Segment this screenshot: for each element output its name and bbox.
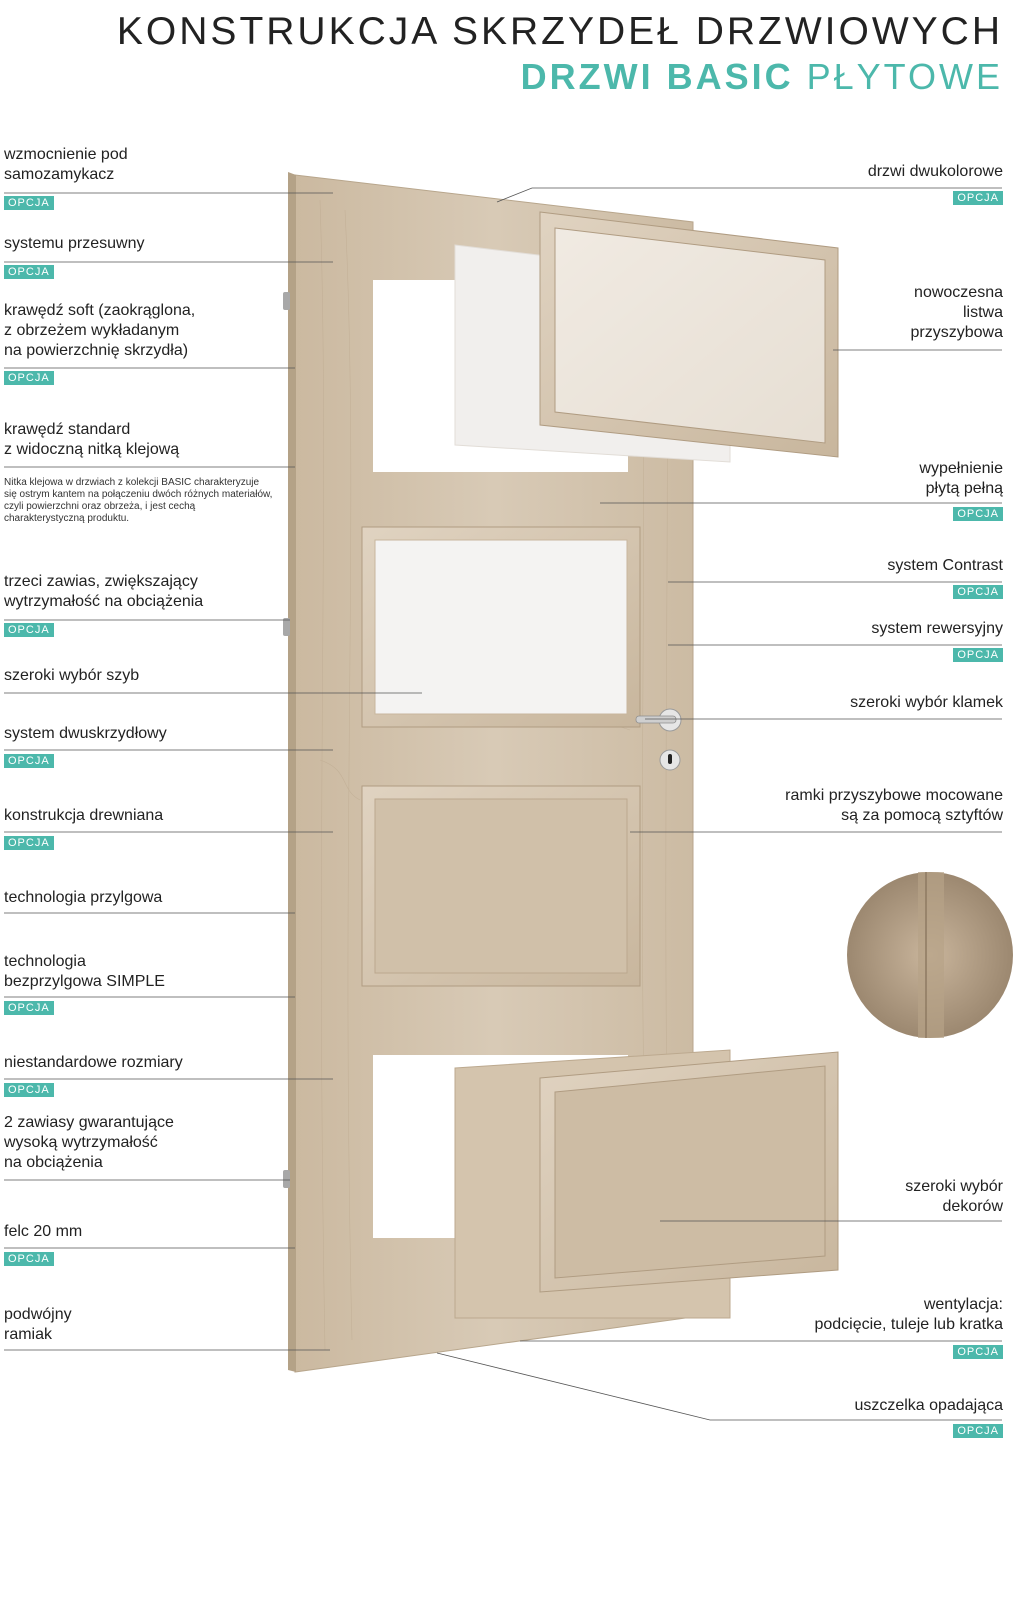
opcja-badge-contrast: OPCJA	[953, 585, 1003, 599]
top-exploded-frame	[540, 212, 838, 457]
hinge-bottom	[283, 1170, 290, 1188]
label-krawedz-soft: krawędź soft (zaokrąglona, z obrzeżem wykładanym na powierzchnię skrzydła)	[4, 302, 196, 359]
door-lock	[660, 750, 680, 770]
subtitle-bold: DRZWI BASIC	[520, 56, 794, 97]
label-uszczelka: uszczelka opadająca	[854, 1397, 1003, 1414]
label-plyta: wypełnienie płytą pełną	[919, 460, 1003, 497]
opcja-badge-trzeci-zawias: OPCJA	[4, 623, 54, 637]
label-przylgowa: technologia przylgowa	[4, 889, 163, 906]
middle-solid-panel	[362, 786, 640, 986]
hinge-middle	[283, 618, 290, 636]
opcja-badge-felc: OPCJA	[4, 1252, 54, 1266]
opcja-badge-simple: OPCJA	[4, 1001, 54, 1015]
label-przesuwny: systemu przesuwny	[4, 235, 145, 252]
label-krawedz-standard: krawędź standard z widoczną nitką klejową	[4, 421, 180, 458]
opcja-badge-soft: OPCJA	[4, 371, 54, 385]
edge-zoom-detail	[847, 872, 1013, 1038]
subtitle-rest: PŁYTOWE	[806, 56, 1003, 97]
label-trzeci-zawias: trzeci zawias, zwiększający wytrzymałość na obciążenia	[4, 573, 204, 610]
label-simple: technologia bezprzylgowa SIMPLE	[4, 953, 165, 990]
opcja-badge-przesuwny: OPCJA	[4, 265, 54, 279]
page-title: KONSTRUKCJA SKRZYDEŁ DRZWIOWYCH	[116, 10, 1003, 53]
label-ramki: ramki przyszybowe mocowane są za pomocą sztyftów	[785, 787, 1003, 824]
opcja-badge-rewersyjny: OPCJA	[953, 648, 1003, 662]
label-wentylacja: wentylacja: podcięcie, tuleje lub kratka	[814, 1296, 1003, 1333]
opcja-badge-dwuskrzydlowy: OPCJA	[4, 754, 54, 768]
label-rozmiary: niestandardowe rozmiary	[4, 1054, 183, 1071]
label-dekory: szeroki wybór dekorów	[905, 1178, 1003, 1215]
opcja-badge-rozmiary: OPCJA	[4, 1083, 54, 1097]
door-edge	[288, 172, 296, 1372]
label-dwukolorowe: drzwi dwukolorowe	[867, 163, 1003, 180]
opcja-badge-uszczelka: OPCJA	[953, 1424, 1003, 1438]
middle-glass-panel	[362, 527, 640, 727]
label-zawiasy: 2 zawiasy gwarantujące wysoką wytrzymałość na obciążenia	[4, 1114, 174, 1171]
label-felc: felc 20 mm	[4, 1223, 83, 1240]
bottom-exploded-frame	[540, 1052, 838, 1292]
label-klamki: szeroki wybór klamek	[850, 694, 1003, 711]
label-samozamykacz: wzmocnienie pod samozamykacz	[4, 146, 128, 183]
opcja-badge-samozamykacz: OPCJA	[4, 196, 54, 210]
opcja-badge-drewniana: OPCJA	[4, 836, 54, 850]
label-dwuskrzydlowy: system dwuskrzydłowy	[4, 725, 167, 742]
label-ramiak: podwójny ramiak	[4, 1306, 72, 1343]
label-listwa: nowoczesna listwa przyszybowa	[910, 284, 1003, 341]
label-drewniana: konstrukcja drewniana	[4, 807, 164, 824]
opcja-badge-dwukolorowe: OPCJA	[953, 191, 1003, 205]
label-contrast: system Contrast	[887, 557, 1003, 574]
label-szyby: szeroki wybór szyb	[4, 667, 140, 684]
hinge-top	[283, 292, 290, 310]
opcja-badge-plyta: OPCJA	[953, 507, 1003, 521]
label-rewersyjny: system rewersyjny	[871, 620, 1003, 637]
opcja-badge-wentylacja: OPCJA	[953, 1345, 1003, 1359]
note-nitka-klejowa: Nitka klejowa w drzwiach z kolekcji BASIC charakteryzuje się ostrym kantem na połączeniu dwóch różnych materiałów, czyli powierzchni oraz obrzeża, i jest cechą charakterystyczną produktu.	[4, 477, 273, 524]
